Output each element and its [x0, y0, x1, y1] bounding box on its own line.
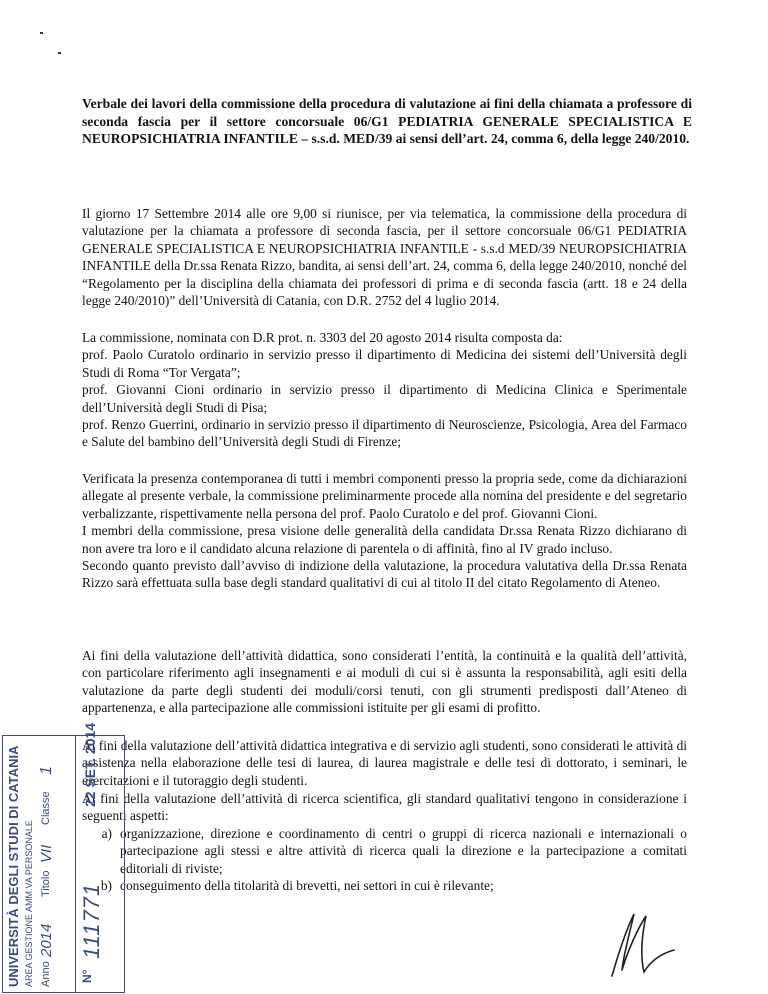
- list-marker: b): [100, 878, 112, 894]
- procedure-text: Secondo quanto previsto dall’avviso di indizione della valutazione, la procedura valutativa della Dr.ssa Renata Rizzo sarà effettuata sulla base degli standard qualitativi di cui al titolo II del citato Regolamento di Ateneo.: [82, 558, 687, 591]
- stamp-anno-label: Anno: [40, 961, 52, 987]
- member-curatolo: prof. Paolo Curatolo ordinario in servizio presso il dipartimento di Medicina dei sistemi dell’Università degli Studi di Roma “Tor Vergata”;: [82, 347, 687, 380]
- paragraph-didactic: Ai fini della valutazione dell’attività didattica, sono considerati l’entità, la continuità e la qualità dell’attività, con particolare riferimento agli insegnamenti e ai moduli di cui si è assunta la responsabilità, agli esiti della valutazione da parte degli studenti dei moduli/corsi tenuti, con gli strumenti predisposti dall’Ateneo di appartenenza, e alla partecipazione alle commissioni istituite per gli esami di profitto.: [82, 648, 687, 716]
- list-text: conseguimento della titolarità di brevetti, nei settori in cui è rilevante;: [120, 878, 494, 894]
- stamp-number-label: N°: [80, 969, 94, 983]
- stamp-titolo-value: VII: [38, 844, 55, 863]
- stamp-area: AREA GESTIONE AMM.VA PERSONALE: [24, 820, 34, 987]
- scan-speck: [58, 52, 61, 54]
- list-text: organizzazione, direzione e coordinamento di centri o gruppi di ricerca nazionali e internazionali o partecipazione agli stessi e altre attività di ricerca quali la direzione e la partecipazione a comitati editoriali di riviste;: [120, 826, 687, 876]
- paragraph-verification: [82, 470, 687, 592]
- relations-text: I membri della commissione, presa visione delle generalità della candidata Dr.ssa Renata Rizzo dichiarano di non avere tra loro e il candidato alcuna relazione di parentela o di affinità, fino al IV grado incluso.: [82, 523, 687, 556]
- commission-line: La commissione, nominata con D.R prot. n. 3303 del 20 agosto 2014 risulta composta da:: [82, 330, 563, 345]
- stamp-titolo-label: Titolo: [40, 870, 52, 897]
- signature-mark: [590, 910, 680, 980]
- list-item: [82, 825, 687, 877]
- verification-text: Verificata la presenza contemporanea di tutti i membri componenti presso la propria sede, come da dichiarazioni allegate al presente verbale, la commissione preliminarmente procede alla nomina del presidente e del segretario verbalizzante, rispettivamente nella persona del prof. Paolo Curatolo e del prof. Giovanni Cioni.: [82, 471, 687, 521]
- stamp-university: UNIVERSITÀ DEGLI STUDI DI CATANIA: [6, 745, 21, 987]
- stamp-date: 22 SET. 2014: [82, 722, 98, 807]
- scan-speck: [40, 32, 43, 34]
- stamp-classe-label: Classe: [40, 791, 52, 825]
- stamp-anno-value: 2014: [38, 923, 55, 957]
- protocol-stamp: [0, 722, 160, 993]
- paragraph-session: Il giorno 17 Settembre 2014 alle ore 9,00 si riunisce, per via telematica, la commissione della procedura di valutazione per la chiamata a professore di seconda fascia, per il settore concorsuale 06/G1 PEDIATRIA GENERALE SPECIALISTICA E NEUROPSICHIATRIA INFANTILE - s.s.d MED/39 NEUROPSICHIATRIA INFANTILE della Dr.ssa Renata Rizzo, bandita, ai sensi dell’art. 24, comma 6, della legge 240/2010, nonché del “Regolamento per la disciplina della chiamata dei professori di prima e di seconda fascia (artt. 18 e 24 della legge 240/2010)” dell’Università di Catania, con D.R. 2752 del 4 luglio 2014.: [82, 206, 687, 309]
- stamp-classe-value: 1: [38, 766, 55, 775]
- stamp-number-value: 111771: [79, 882, 104, 959]
- member-guerrini: prof. Renzo Guerrini, ordinario in servizio presso il dipartimento di Neuroscienze, Psicologia, Area del Farmaco e Salute del bambino dell’Università degli Studi di Firenze;: [82, 417, 687, 450]
- paragraph-integrative: Ai fini della valutazione dell’attività didattica integrativa e di servizio agli studenti, sono considerati le attività di assistenza nella elaborazione delle tesi di laurea, di laurea magistrale e delle tesi di dottorato, i seminari, le esercitazioni e il tutoraggio degli studenti.: [82, 738, 687, 788]
- list-item: [82, 877, 687, 894]
- research-criteria-list: [82, 825, 687, 895]
- member-cioni: prof. Giovanni Cioni ordinario in servizio presso il dipartimento di Medicina Clinica e Sperimentale dell’Università degli Studi di Pisa;: [82, 382, 687, 415]
- paragraph-research: Ai fini della valutazione dell’attività di ricerca scientifica, gli standard qualitativi tengono in considerazione i seguenti aspetti:: [82, 791, 687, 824]
- paragraph-commission: [82, 329, 687, 451]
- document-title: Verbale dei lavori della commissione della procedura di valutazione ai fini della chiamata a professore di seconda fascia per il settore concorsuale 06/G1 PEDIATRIA GENERALE SPECIALISTICA E NEUROPSICHIATRIA INFANTILE – s.s.d. MED/39 ai sensi dell’art. 24, comma 6, della legge 240/2010.: [82, 96, 692, 146]
- list-marker: a): [101, 826, 112, 841]
